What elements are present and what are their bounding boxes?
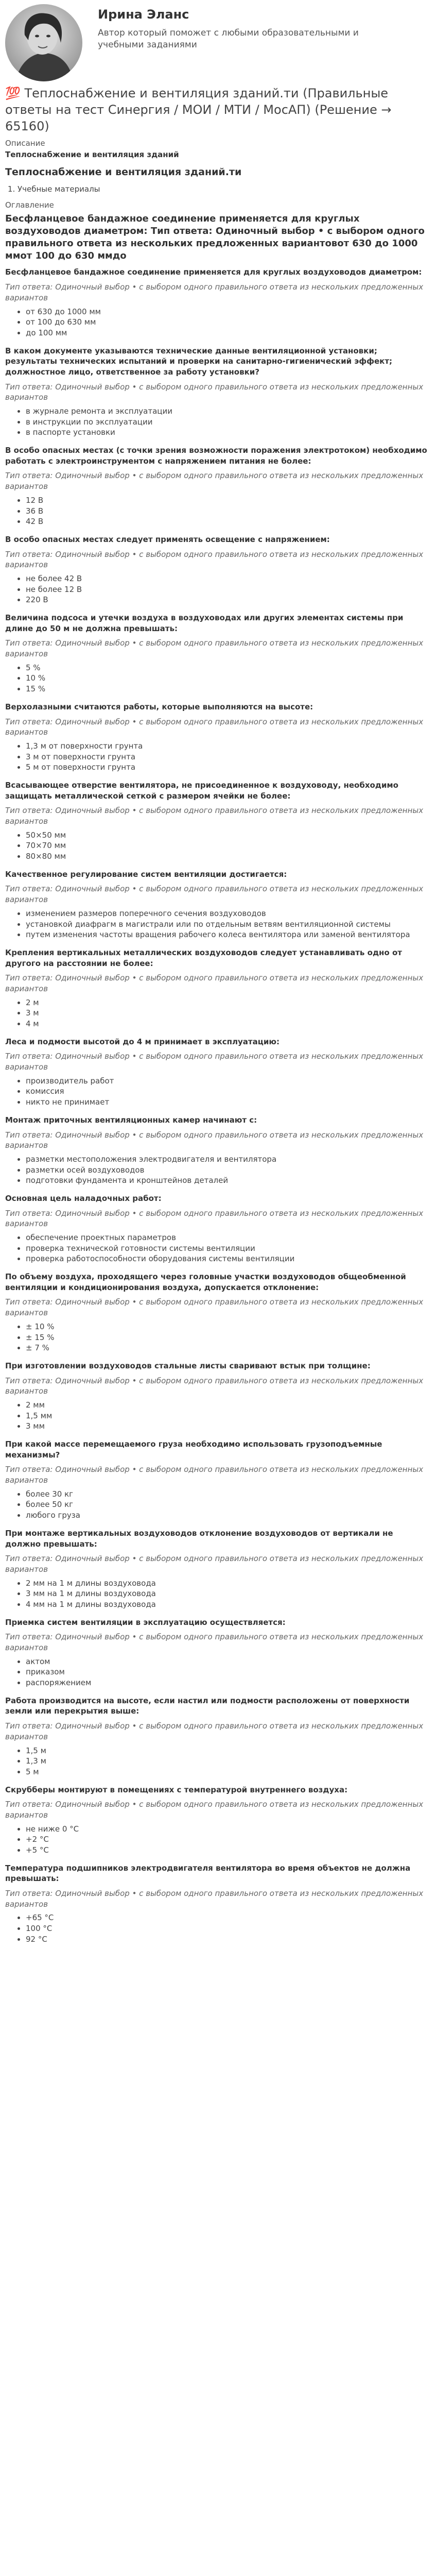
answer-option: • изменением размеров поперечного сечения воздуховодов — [26, 908, 431, 919]
answer-option: • +2 °С — [26, 1834, 431, 1845]
answer-option: • комиссия — [26, 1086, 431, 1097]
answer-options — [5, 1232, 431, 1264]
answer-options — [5, 1912, 431, 1944]
question-block — [5, 1193, 431, 1264]
answer-option: • 42 В — [26, 516, 431, 527]
answer-option: • 10 % — [26, 673, 431, 684]
answer-options — [5, 1154, 431, 1186]
answer-option: • 5 м — [26, 1767, 431, 1777]
answer-options — [5, 1321, 431, 1353]
question-text: В особо опасных местах следует применять освещение с напряжением: — [5, 534, 330, 544]
answer-type: Тип ответа: Одиночный выбор • с выбором одного правильного ответа из нескольких предложенных вариантов — [5, 282, 424, 302]
answer-option: • 36 В — [26, 506, 431, 517]
answer-option: • 220 В — [26, 595, 431, 605]
question-block — [5, 1696, 431, 1777]
toc-list — [5, 184, 431, 195]
question-block — [5, 1272, 431, 1353]
answer-option: • разметки местоположения электродвигателя и вентилятора — [26, 1154, 431, 1165]
question-text: Качественное регулирование систем вентиляции достигается: — [5, 869, 287, 879]
toc-label: Оглавление — [5, 200, 54, 210]
answer-type: Тип ответа: Одиночный выбор • с выбором одного правильного ответа из нескольких предложенных вариантов — [5, 1376, 424, 1396]
question-block — [5, 1439, 431, 1521]
answer-option: • подготовки фундамента и кронштейнов деталей — [26, 1175, 431, 1186]
answer-option: • производитель работ — [26, 1076, 431, 1087]
answer-type: Тип ответа: Одиночный выбор • с выбором одного правильного ответа из нескольких предложенных вариантов — [5, 1632, 424, 1652]
description-label: Описание — [5, 138, 45, 148]
question-text: Величина подсоса и утечки воздуха в воздуховодах или других элементах системы при длине до 50 м не должна превышать: — [5, 613, 404, 633]
answer-option: • в паспорте установки — [26, 427, 431, 438]
answer-option: • разметки осей воздуховодов — [26, 1165, 431, 1176]
answer-type: Тип ответа: Одиночный выбор • с выбором одного правильного ответа из нескольких предложенных вариантов — [5, 717, 424, 737]
answer-options — [5, 1656, 431, 1688]
answer-option: • ± 7 % — [26, 1343, 431, 1353]
question-block — [5, 947, 431, 1029]
question-block — [5, 780, 431, 862]
answer-options — [5, 1489, 431, 1521]
question-text: При какой массе перемещаемого груза необходимо использовать грузоподъемные механизмы? — [5, 1439, 382, 1460]
toc-item[interactable]: 1. Учебные материалы — [18, 184, 431, 195]
answer-option: • 100 °С — [26, 1923, 431, 1934]
answer-option: • 4 м — [26, 1019, 431, 1029]
description-heading: Теплоснабжение и вентиляция зданий — [5, 150, 179, 160]
answer-option: • 3 мм на 1 м длины воздуховода — [26, 1588, 431, 1599]
answer-options — [5, 1578, 431, 1610]
question-block — [5, 702, 431, 773]
answer-option: • обеспечение проектных параметров — [26, 1232, 431, 1243]
answer-option: • от 100 до 630 мм — [26, 317, 431, 328]
answer-type: Тип ответа: Одиночный выбор • с выбором одного правильного ответа из нескольких предложенных вариантов — [5, 1465, 424, 1485]
answer-type: Тип ответа: Одиночный выбор • с выбором одного правильного ответа из нескольких предложенных вариантов — [5, 1554, 424, 1574]
question-text: Скрубберы монтируют в помещениях с температурой внутреннего воздуха: — [5, 1785, 348, 1794]
answer-option: • проверка технической готовности системы вентиляции — [26, 1243, 431, 1254]
answer-option: • 3 м — [26, 1008, 431, 1019]
answer-option: • установкой диафрагм в магистрали или по отдельным ветвям вентиляционной системы — [26, 919, 431, 930]
author-header — [5, 0, 431, 81]
answer-type: Тип ответа: Одиночный выбор • с выбором одного правильного ответа из нескольких предложенных вариантов — [5, 884, 424, 905]
question-block — [5, 613, 431, 694]
answer-option: • 80⨯80 мм — [26, 851, 431, 862]
answer-option: • 4 мм на 1 м длины воздуховода — [26, 1599, 431, 1610]
answer-option: • более 50 кг — [26, 1499, 431, 1510]
question-text: Всасывающее отверстие вентилятора, не присоединенное к воздуховоду, необходимо защищать металлической сеткой с размером ячейки не более: — [5, 780, 398, 801]
answer-type: Тип ответа: Одиночный выбор • с выбором одного правильного ответа из нескольких предложенных вариантов — [5, 638, 424, 659]
answer-type: Тип ответа: Одиночный выбор • с выбором одного правильного ответа из нескольких предложенных вариантов — [5, 1889, 424, 1909]
answer-option: • 2 м — [26, 997, 431, 1008]
answer-option: • распоряжением — [26, 1677, 431, 1688]
answer-option: • 15 % — [26, 684, 431, 694]
answer-option: • актом — [26, 1656, 431, 1667]
answer-options — [5, 1824, 431, 1856]
answer-option: • 3 м от поверхности грунта — [26, 752, 431, 762]
question-text: Основная цель наладочных работ: — [5, 1193, 162, 1203]
answer-options — [5, 908, 431, 940]
question-block — [5, 1037, 431, 1108]
answer-option: • не более 12 В — [26, 584, 431, 595]
answer-type: Тип ответа: Одиночный выбор • с выбором одного правильного ответа из нескольких предложенных вариантов — [5, 471, 424, 492]
answer-option: • не более 42 В — [26, 573, 431, 584]
question-block — [5, 1528, 431, 1610]
question-text: Крепления вертикальных металлических воздуховодов следует устанавливать одно от другого на расстоянии не более: — [5, 947, 402, 968]
answer-option: • 92 °С — [26, 1934, 431, 1945]
answer-option: • в инструкции по эксплуатации — [26, 417, 431, 428]
answer-option: • приказом — [26, 1667, 431, 1677]
answer-options — [5, 663, 431, 694]
author-description: Автор который поможет с любыми образовательными и учебными заданиями — [98, 28, 359, 50]
answer-option: • 1,3 м — [26, 1756, 431, 1767]
answer-option: • 2 мм — [26, 1400, 431, 1411]
answer-options — [5, 573, 431, 605]
answer-options — [5, 1400, 431, 1432]
question-text: По объему воздуха, проходящего через головные участки воздуховодов общеобменной вентиляции и кондиционирования воздуха, допускается отклонение: — [5, 1272, 406, 1292]
answer-option: • 50⨯50 мм — [26, 830, 431, 841]
questions-list — [5, 267, 431, 1944]
answer-option: • 1,3 м от поверхности грунта — [26, 741, 431, 752]
document-title: Теплоснабжение и вентиляция зданий.ти — [5, 166, 242, 178]
answer-options — [5, 1745, 431, 1777]
question-text: Бесфланцевое бандажное соединение применяется для круглых воздуховодов диаметром: — [5, 267, 422, 277]
question-text: Приемка систем вентиляции в эксплуатацию осуществляется: — [5, 1617, 286, 1627]
answer-options — [5, 307, 431, 338]
answer-option: • 70⨯70 мм — [26, 840, 431, 851]
question-block — [5, 1863, 431, 1945]
answer-option: • более 30 кг — [26, 1489, 431, 1500]
answer-option: • ± 15 % — [26, 1332, 431, 1343]
answer-option: • путем изменения частоты вращения рабочего колеса вентилятора или заменой вентилятора — [26, 929, 431, 940]
answer-option: • в журнале ремонта и эксплуатации — [26, 406, 431, 417]
avatar-portrait-icon — [5, 4, 82, 81]
question-block — [5, 445, 431, 527]
question-text: Леса и подмости высотой до 4 м принимает в эксплуатацию: — [5, 1037, 280, 1046]
question-text: При изготовлении воздуховодов стальные листы сваривают встык при толщине: — [5, 1361, 371, 1370]
answer-type: Тип ответа: Одиночный выбор • с выбором одного правильного ответа из нескольких предложенных вариантов — [5, 382, 424, 402]
answer-option: • +5 °С — [26, 1845, 431, 1856]
answer-option: • 5 % — [26, 663, 431, 673]
answer-option: • проверка работоспособности оборудования системы вентиляции — [26, 1253, 431, 1264]
answer-type: Тип ответа: Одиночный выбор • с выбором одного правильного ответа из нескольких предложенных вариантов — [5, 1052, 424, 1072]
answer-options — [5, 830, 431, 862]
question-block — [5, 869, 431, 940]
answer-type: Тип ответа: Одиночный выбор • с выбором одного правильного ответа из нескольких предложенных вариантов — [5, 806, 424, 826]
answer-type: Тип ответа: Одиночный выбор • с выбором одного правильного ответа из нескольких предложенных вариантов — [5, 1721, 424, 1741]
answer-option: • никто не принимает — [26, 1097, 431, 1108]
answer-option: • 1,5 мм — [26, 1411, 431, 1421]
question-text: При монтаже вертикальных воздуховодов отклонение воздуховодов от вертикали не должно превышать: — [5, 1528, 393, 1549]
answer-type: Тип ответа: Одиночный выбор • с выбором одного правильного ответа из нескольких предложенных вариантов — [5, 549, 424, 570]
question-block — [5, 1115, 431, 1186]
question-text: Работа производится на высоте, если настил или подмости расположены от поверхности земли или перекрытия выше: — [5, 1696, 410, 1716]
answer-option: • 2 мм на 1 м длины воздуховода — [26, 1578, 431, 1589]
question-text: Монтаж приточных вентиляционных камер начинают с: — [5, 1115, 257, 1125]
answer-options — [5, 997, 431, 1029]
answer-option: • любого груза — [26, 1510, 431, 1521]
answer-option: • 3 мм — [26, 1421, 431, 1432]
answer-option: • до 100 мм — [26, 328, 431, 338]
answer-option: • от 630 до 1000 мм — [26, 307, 431, 317]
answer-option: • 1,5 м — [26, 1745, 431, 1756]
avatar[interactable] — [5, 4, 82, 81]
answer-type: Тип ответа: Одиночный выбор • с выбором одного правильного ответа из нескольких предложенных вариантов — [5, 1297, 424, 1318]
page-title: 💯 Теплоснабжение и вентиляция зданий.ти (Правильные ответы на тест Синергия / МОИ / МТИ / МосАП) (Решение → 65160) — [5, 86, 392, 133]
lead-title: Бесфланцевое бандажное соединение применяется для круглых воздуховодов диаметром: Тип ответа: Одиночный выбор • с выбором одного правильного ответа из нескольких предложенных вариантовот 630 до 1000 ммот 100 до 630 ммдо — [5, 213, 425, 261]
question-block — [5, 346, 431, 438]
question-text: Верхолазными считаются работы, которые выполняются на высоте: — [5, 702, 313, 711]
answer-options — [5, 495, 431, 527]
question-block — [5, 1361, 431, 1432]
answer-type: Тип ответа: Одиночный выбор • с выбором одного правильного ответа из нескольких предложенных вариантов — [5, 1800, 424, 1820]
question-text: В каком документе указываются технические данные вентиляционной установки; результаты технических испытаний и проверки на санитарно-гигиенический эффект; должностное лицо, ответственное за работу установки? — [5, 346, 393, 377]
answer-type: Тип ответа: Одиночный выбор • с выбором одного правильного ответа из нескольких предложенных вариантов — [5, 973, 424, 993]
answer-options — [5, 741, 431, 773]
answer-option: • +65 °С — [26, 1912, 431, 1923]
question-block — [5, 534, 431, 605]
answer-type: Тип ответа: Одиночный выбор • с выбором одного правильного ответа из нескольких предложенных вариантов — [5, 1208, 424, 1229]
question-block — [5, 267, 431, 338]
answer-options — [5, 406, 431, 438]
question-block — [5, 1617, 431, 1688]
question-text: Температура подшипников электродвигателя вентилятора во время объектов не должна превышать: — [5, 1863, 411, 1884]
question-text: В особо опасных местах (с точки зрения возможности поражения электротоком) необходимо работать с электроинструментом с напряжением питания не более: — [5, 446, 427, 466]
answer-option: • 5 м от поверхности грунта — [26, 762, 431, 773]
author-info — [98, 4, 386, 51]
answer-type: Тип ответа: Одиночный выбор • с выбором одного правильного ответа из нескольких предложенных вариантов — [5, 1130, 424, 1150]
author-name[interactable]: Ирина Эланс — [98, 7, 189, 22]
answer-options — [5, 1076, 431, 1108]
question-block — [5, 1785, 431, 1856]
answer-option: • 12 В — [26, 495, 431, 506]
answer-option: • не ниже 0 °С — [26, 1824, 431, 1835]
answer-option: • ± 10 % — [26, 1321, 431, 1332]
